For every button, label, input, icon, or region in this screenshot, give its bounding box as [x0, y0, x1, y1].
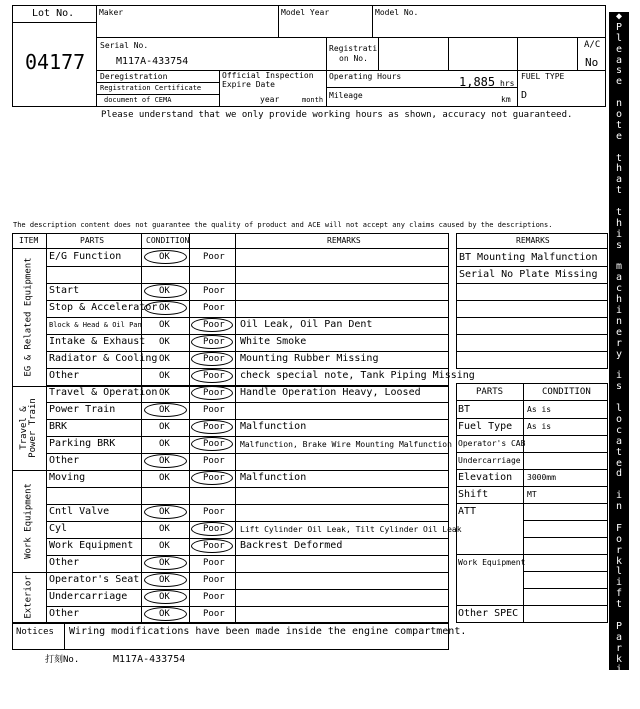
side-notice-char: h [615, 217, 623, 229]
side-notice-char: e [615, 326, 623, 338]
remark-text: White Smoke [240, 336, 307, 347]
side-notice-char: n [615, 675, 623, 687]
registration-certificate-label: Registration Certificate [100, 84, 202, 92]
part-label: Travel & Operation [49, 387, 158, 398]
operating-hours-label: Operating Hours [329, 72, 402, 81]
ok-option: OK [159, 473, 170, 483]
remark-text: Oil Leak, Oil Pan Dent [240, 319, 373, 330]
side-notice-char: i [615, 305, 623, 317]
right-part-label: Elevation [458, 472, 513, 483]
col-condition-header: CONDITION [146, 236, 190, 245]
side-notice-char: m [615, 261, 623, 273]
ok-option: OK [159, 303, 170, 313]
part-label: Cntl Valve [49, 506, 110, 517]
lot-no-value: 04177 [25, 50, 86, 74]
side-notice-char: a [615, 435, 623, 447]
poor-option: Poor [203, 507, 225, 517]
registration-no-label-2: on No. [339, 54, 368, 63]
part-label: Intake & Exhaust [49, 336, 146, 347]
side-notice-char: l [615, 403, 623, 415]
side-notice-char: g [615, 686, 623, 698]
right-part-label: BT [458, 404, 471, 415]
part-label: Other [49, 608, 80, 619]
right-condition-value: As is [527, 405, 552, 414]
km-unit: km [501, 95, 511, 104]
poor-selected-circle [191, 420, 233, 434]
poor-selected-circle [191, 437, 233, 451]
poor-option: Poor [203, 252, 225, 262]
side-notice-char: r [615, 642, 623, 654]
poor-option: Poor [203, 456, 225, 466]
part-label: Other [49, 370, 80, 381]
poor-option: Poor [203, 388, 225, 398]
right-condition-value: As is [527, 422, 552, 431]
poor-selected-circle [191, 335, 233, 349]
poor-option: Poor [203, 303, 225, 313]
ok-option: OK [159, 592, 170, 602]
side-notice-char: ◆ [615, 697, 623, 709]
remark-text: Malfunction, Brake Wire Mounting Malfunction [240, 440, 452, 449]
ok-selected-circle [144, 454, 187, 468]
poor-option: Poor [203, 473, 225, 483]
side-notice-char: k [615, 555, 623, 567]
poor-option: Poor [203, 524, 225, 534]
side-notice-char: s [615, 381, 623, 393]
poor-option: Poor [203, 609, 225, 619]
poor-option: Poor [203, 371, 225, 381]
right-parts-header: PARTS [476, 387, 504, 397]
hours-note: Please understand that we only provide working hours as shown, accuracy not guaranteed. [101, 110, 573, 120]
poor-selected-circle [191, 539, 233, 553]
ok-option: OK [159, 320, 170, 330]
remark-text: Handle Operation Heavy, Loosed [240, 387, 421, 398]
ac-value: No [585, 56, 599, 69]
ok-selected-circle [144, 403, 187, 417]
poor-option: Poor [203, 337, 225, 347]
ok-option: OK [159, 286, 170, 296]
lot-no-label: Lot No. [32, 8, 75, 19]
ok-selected-circle [144, 250, 187, 264]
side-notice-char: h [615, 163, 623, 175]
stamp-no-label: 打刻No. [45, 655, 80, 665]
remark-text: Malfunction [240, 421, 307, 432]
side-notice-char: k [615, 653, 623, 665]
poor-selected-circle [191, 522, 233, 536]
model-no-label: Model No. [375, 8, 419, 17]
fuel-type-label: FUEL TYPE [521, 72, 565, 81]
ok-option: OK [159, 439, 170, 449]
registration-no-label: Registrati [329, 44, 378, 53]
side-notice-char: n [615, 501, 623, 513]
part-label: Parking BRK [49, 438, 116, 449]
side-notice-char: P [615, 21, 623, 33]
right-part-label: Operator's CAB [458, 439, 526, 448]
side-notice-char: e [615, 76, 623, 88]
part-label: Start [49, 285, 80, 296]
part-label: Block & Head & Oil Pan [49, 321, 142, 329]
side-notice-char: r [615, 337, 623, 349]
side-notice-char: t [615, 599, 623, 611]
side-notice-char: t [615, 152, 623, 164]
poor-option: Poor [203, 558, 225, 568]
side-notice-char: o [615, 533, 623, 545]
remark-text: Lift Cylinder Oil Leak, Tilt Cylinder Oil Leak [240, 525, 462, 534]
serial-no-label: Serial No. [100, 41, 149, 50]
right-condition-value: MT [527, 490, 537, 499]
side-notice-char: i [615, 228, 623, 240]
right-condition-header: CONDITION [542, 387, 591, 397]
ok-option: OK [159, 405, 170, 415]
ok-selected-circle [144, 505, 187, 519]
side-notice-char: t [615, 185, 623, 197]
official-inspection-label: Official Inspection [222, 71, 314, 80]
ok-option: OK [159, 354, 170, 364]
poor-option: Poor [203, 592, 225, 602]
group-exterior: Exterior [23, 575, 34, 619]
side-notice-char: i [615, 664, 623, 676]
ok-option: OK [159, 558, 170, 568]
side-notice-char: a [615, 631, 623, 643]
side-notice-char: n [615, 315, 623, 327]
ok-selected-circle [144, 556, 187, 570]
col-parts-header: PARTS [80, 236, 105, 245]
notices-label: Notices [16, 627, 54, 637]
group-eg-related: EG & Related Equipment [23, 257, 34, 377]
side-notice-char: i [615, 490, 623, 502]
disclaimer-text: The description content does not guarantee the quality of product and ACE will not accept any claims caused by the descriptions. [13, 221, 553, 229]
hrs-unit: hrs [500, 79, 515, 88]
ok-option: OK [159, 507, 170, 517]
side-notice-char: f [615, 588, 623, 600]
side-notice-char: c [615, 424, 623, 436]
operating-hours-value: 1,885 [459, 75, 496, 89]
expire-date-label: Expire Date [222, 80, 275, 89]
part-label: Stop & Accelerator [49, 302, 158, 313]
poor-option: Poor [203, 439, 225, 449]
right-condition-value: 3000mm [527, 473, 556, 482]
side-notice-bar [609, 11, 629, 709]
ok-option: OK [159, 609, 170, 619]
side-notice-char: i [615, 577, 623, 589]
side-notice-char: a [615, 174, 623, 186]
stamp-no-value: M117A-433754 [113, 654, 186, 665]
ok-option: OK [159, 337, 170, 347]
right-part-label: Undercarriage [458, 456, 521, 465]
remark-text: Mounting Rubber Missing [240, 353, 379, 364]
poor-option: Poor [203, 354, 225, 364]
mileage-label: Mileage [329, 91, 363, 100]
poor-selected-circle [191, 471, 233, 485]
notices-text: Wiring modifications have been made inside the engine compartment. [69, 626, 467, 637]
ok-selected-circle [144, 573, 187, 587]
poor-option: Poor [203, 405, 225, 415]
side-notice-char: d [615, 468, 623, 480]
part-label: Cyl [49, 523, 68, 534]
right-remarks-header: REMARKS [516, 236, 550, 245]
ok-option: OK [159, 371, 170, 381]
part-label: Other [49, 557, 80, 568]
ok-selected-circle [144, 590, 187, 604]
ac-label: A/C [584, 40, 601, 50]
maker-label: Maker [99, 8, 124, 17]
side-notice-char: t [615, 119, 623, 131]
part-label: Other [49, 455, 80, 466]
remark-text: Malfunction [240, 472, 307, 483]
poor-option: Poor [203, 320, 225, 330]
ok-option: OK [159, 541, 170, 551]
model-year-label: Model Year [281, 8, 330, 17]
ok-selected-circle [144, 607, 187, 621]
remark-text: Backrest Deformed [240, 540, 343, 551]
side-notice-char: a [615, 272, 623, 284]
fuel-type-value: D [521, 90, 528, 101]
side-notice-char: ◆ [615, 11, 623, 22]
side-notice-char: e [615, 457, 623, 469]
ok-option: OK [159, 524, 170, 534]
poor-option: Poor [203, 575, 225, 585]
deregistration-label: Deregistration [100, 72, 168, 81]
poor-option: Poor [203, 541, 225, 551]
side-notice-char: t [615, 446, 623, 458]
part-label: Moving [49, 472, 86, 483]
poor-option: Poor [203, 422, 225, 432]
part-label: Operator's Seat [49, 574, 140, 585]
side-notice-char: c [615, 283, 623, 295]
side-notice-char: P [615, 620, 623, 632]
part-label: E/G Function [49, 251, 122, 262]
poor-selected-circle [191, 318, 233, 332]
serial-no-value: M117A-433754 [116, 56, 189, 67]
poor-selected-circle [191, 386, 233, 400]
ok-selected-circle [144, 301, 187, 315]
side-notice-char: n [615, 98, 623, 110]
right-remark-line: BT Mounting Malfunction [459, 252, 598, 263]
side-notice-char: F [615, 522, 623, 534]
ok-option: OK [159, 252, 170, 262]
part-label: BRK [49, 421, 68, 432]
col-remarks-header: REMARKS [327, 236, 361, 245]
right-part-label: Work Equipment [458, 558, 526, 567]
side-notice-char: r [615, 544, 623, 556]
right-part-label: Other SPEC [458, 608, 519, 619]
col-item-header: ITEM [19, 236, 39, 245]
document-of-cema-label: document of CEMA [104, 96, 172, 104]
poor-selected-circle [191, 352, 233, 366]
part-label: Power Train [49, 404, 116, 415]
side-notice-char: h [615, 294, 623, 306]
side-notice-char: l [615, 566, 623, 578]
side-notice-char: i [615, 370, 623, 382]
month-label: month [302, 96, 324, 104]
ok-selected-circle [144, 284, 187, 298]
right-part-label: ATT [458, 506, 477, 517]
part-label: Radiator & Cooling [49, 353, 158, 364]
year-label: year [260, 95, 280, 104]
side-notice-char: e [615, 43, 623, 55]
side-notice-char: e [615, 130, 623, 142]
side-notice-char: l [615, 32, 623, 44]
side-notice-char: y [615, 348, 623, 360]
part-label: Undercarriage [49, 591, 128, 602]
side-notice-char: s [615, 65, 623, 77]
side-notice-char: t [615, 207, 623, 219]
side-notice-char [609, 143, 629, 154]
part-label: Work Equipment [49, 540, 134, 551]
side-notice-char: o [615, 413, 623, 425]
group-work-equipment: Work Equipment [23, 483, 34, 559]
right-part-label: Fuel Type [458, 421, 513, 432]
side-notice-char: o [615, 109, 623, 121]
ok-option: OK [159, 422, 170, 432]
right-remark-line: Serial No Plate Missing [459, 269, 598, 280]
ok-option: OK [159, 575, 170, 585]
side-notice-char: a [615, 54, 623, 66]
ok-option: OK [159, 388, 170, 398]
poor-option: Poor [203, 286, 225, 296]
poor-selected-circle [191, 369, 233, 383]
remark-text: check special note, Tank Piping Missing [240, 370, 475, 381]
ok-option: OK [159, 456, 170, 466]
side-notice-char: s [615, 239, 623, 251]
right-part-label: Shift [458, 489, 489, 500]
group-travel-power: Travel & Power Train [19, 398, 38, 458]
